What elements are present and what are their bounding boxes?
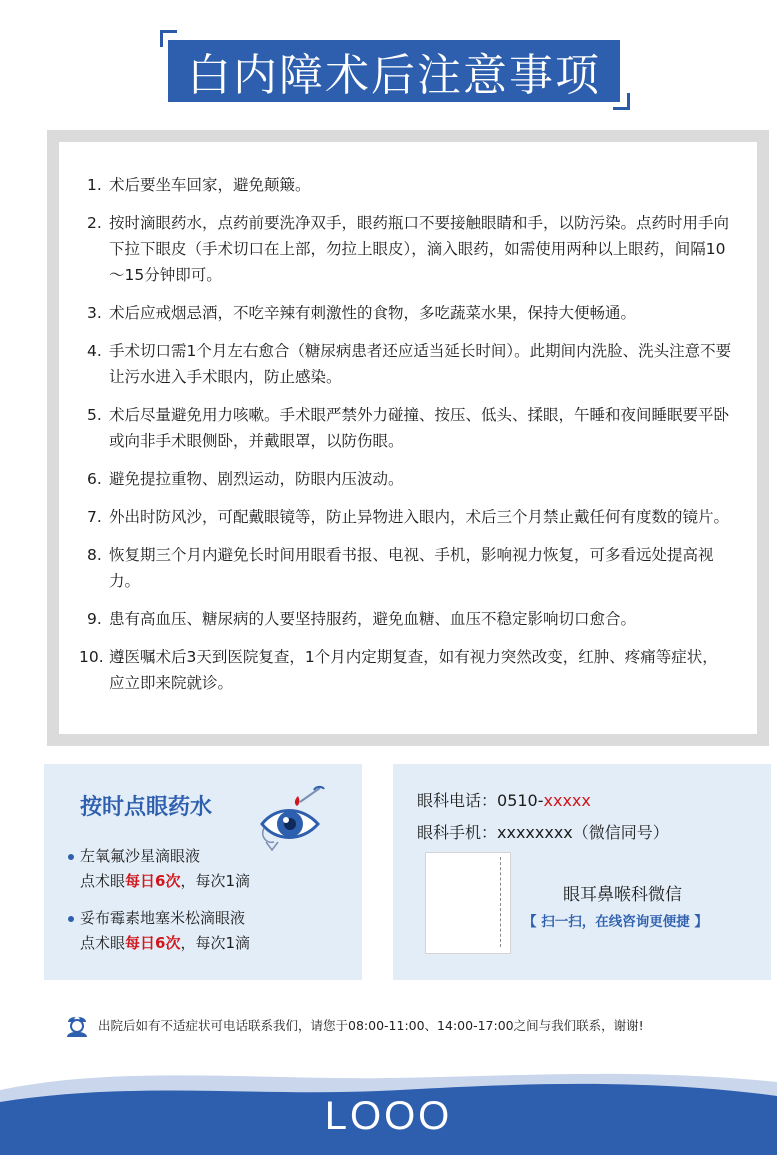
eye-drop-icon [256,784,336,856]
list-item [87,210,733,288]
item-number: 2. [87,214,102,232]
item-text: 术后要坐车回家，避免颠簸。 [109,176,311,194]
item-number: 5. [87,406,102,424]
item-text: 术后应戒烟忌酒，不吃辛辣有刺激性的食物，多吃蔬菜水果，保持大便畅通。 [109,304,637,322]
drug-frequency: 每日6次 [125,934,181,952]
item-text: 恢复期三个月内避免长时间用眼看书报、电视、手机，影响视力恢复，可多看远处提高视力。 [109,546,714,590]
item-text: 手术切口需1个月左右愈合（糖尿病患者还应适当延长时间）。此期间内洗脸、洗头注意不要让污水进入手术眼内，防止感染。 [109,342,732,386]
drug-usage-prefix: 点术眼 [80,872,126,890]
bullet-dot [68,854,74,860]
footer-note [64,1012,644,1038]
list-item [79,644,733,696]
drug-usage [80,931,250,956]
footer-note-text: 出院后如有不适症状可电话联系我们，请您于08:00-11:00、14:00-17:00之间与我们联系，谢谢! [98,1018,644,1033]
item-number: 7. [87,508,102,526]
contact-panel [393,764,771,980]
list-item [87,172,733,198]
drug-usage [80,869,250,894]
nurse-icon [64,1012,90,1038]
item-number: 9. [87,610,102,628]
phone-prefix: 0510- [497,791,544,810]
list-item [87,338,733,390]
drug-name: 妥布霉素地塞米松滴眼液 [80,909,246,927]
item-text: 避免提拉重物、剧烈运动，防眼内压波动。 [109,470,404,488]
item-number: 10. [79,648,104,666]
item-text: 遵医嘱术后3天到医院复查，1个月内定期复查，如有视力突然改变，红肿、疼痛等症状，应立即来院就诊。 [109,648,718,692]
item-text: 外出时防风沙，可配戴眼镜等，防止异物进入眼内，术后三个月禁止戴任何有度数的镜片。 [109,508,730,526]
item-text: 术后尽量避免用力咳嗽。手术眼严禁外力碰撞、按压、低头、揉眼，午睡和夜间睡眠要平卧或向非手术眼侧卧，并戴眼罩，以防伤眼。 [109,406,730,450]
drug-frequency: 每日6次 [125,872,181,890]
item-text: 患有高血压、糖尿病的人要坚持服药，避免血糖、血压不稳定影响切口愈合。 [109,610,637,628]
wechat-tip: 【 扫一扫，在线咨询更便捷 】 [523,914,708,930]
mobile-number: xxxxxxxx（微信同号） [497,823,669,842]
item-text: 按时滴眼药水，点药前要洗净双手，眼药瓶口不要接触眼睛和手，以防污染。点药时用手向下拉下眼皮（手术切口在上部，勿拉上眼皮），滴入眼药，如需使用两种以上眼药，间隔10～15分钟即可。 [109,214,730,284]
list-item [87,504,733,530]
mobile-label: 眼科手机： [417,823,498,842]
list-item [87,300,733,326]
title-bracket-bottom-right [613,93,630,110]
item-number: 4. [87,342,102,360]
bullet-dot [68,916,74,922]
item-number: 1. [87,176,102,194]
instructions-panel [59,142,757,734]
drug-dose: ，每次1滴 [180,872,250,890]
phone-label: 眼科电话： [417,791,498,810]
list-item [87,466,733,492]
wechat-qr-code [425,852,511,954]
drug-usage-prefix: 点术眼 [80,934,126,952]
drug-item [80,906,250,956]
item-number: 6. [87,470,102,488]
eye-drops-title: 按时点眼药水 [80,795,213,820]
title-block [160,30,630,110]
list-item [87,606,733,632]
drug-item [80,844,250,894]
item-number: 8. [87,546,102,564]
list-item [87,542,733,594]
drug-dose: ，每次1滴 [180,934,250,952]
logo-text: LOOO [324,1094,453,1138]
qr-placeholder [430,857,501,947]
phone-number: xxxxx [543,791,591,810]
phone-line [417,788,591,811]
page-title: 白内障术后注意事项 [168,40,620,102]
wechat-label: 眼耳鼻喉科微信 [563,885,682,905]
drug-name: 左氧氟沙星滴眼液 [80,847,201,865]
instructions-frame [47,130,769,746]
list-item [87,402,733,454]
mobile-line [417,820,669,843]
instructions-list [59,142,757,696]
item-number: 3. [87,304,102,322]
